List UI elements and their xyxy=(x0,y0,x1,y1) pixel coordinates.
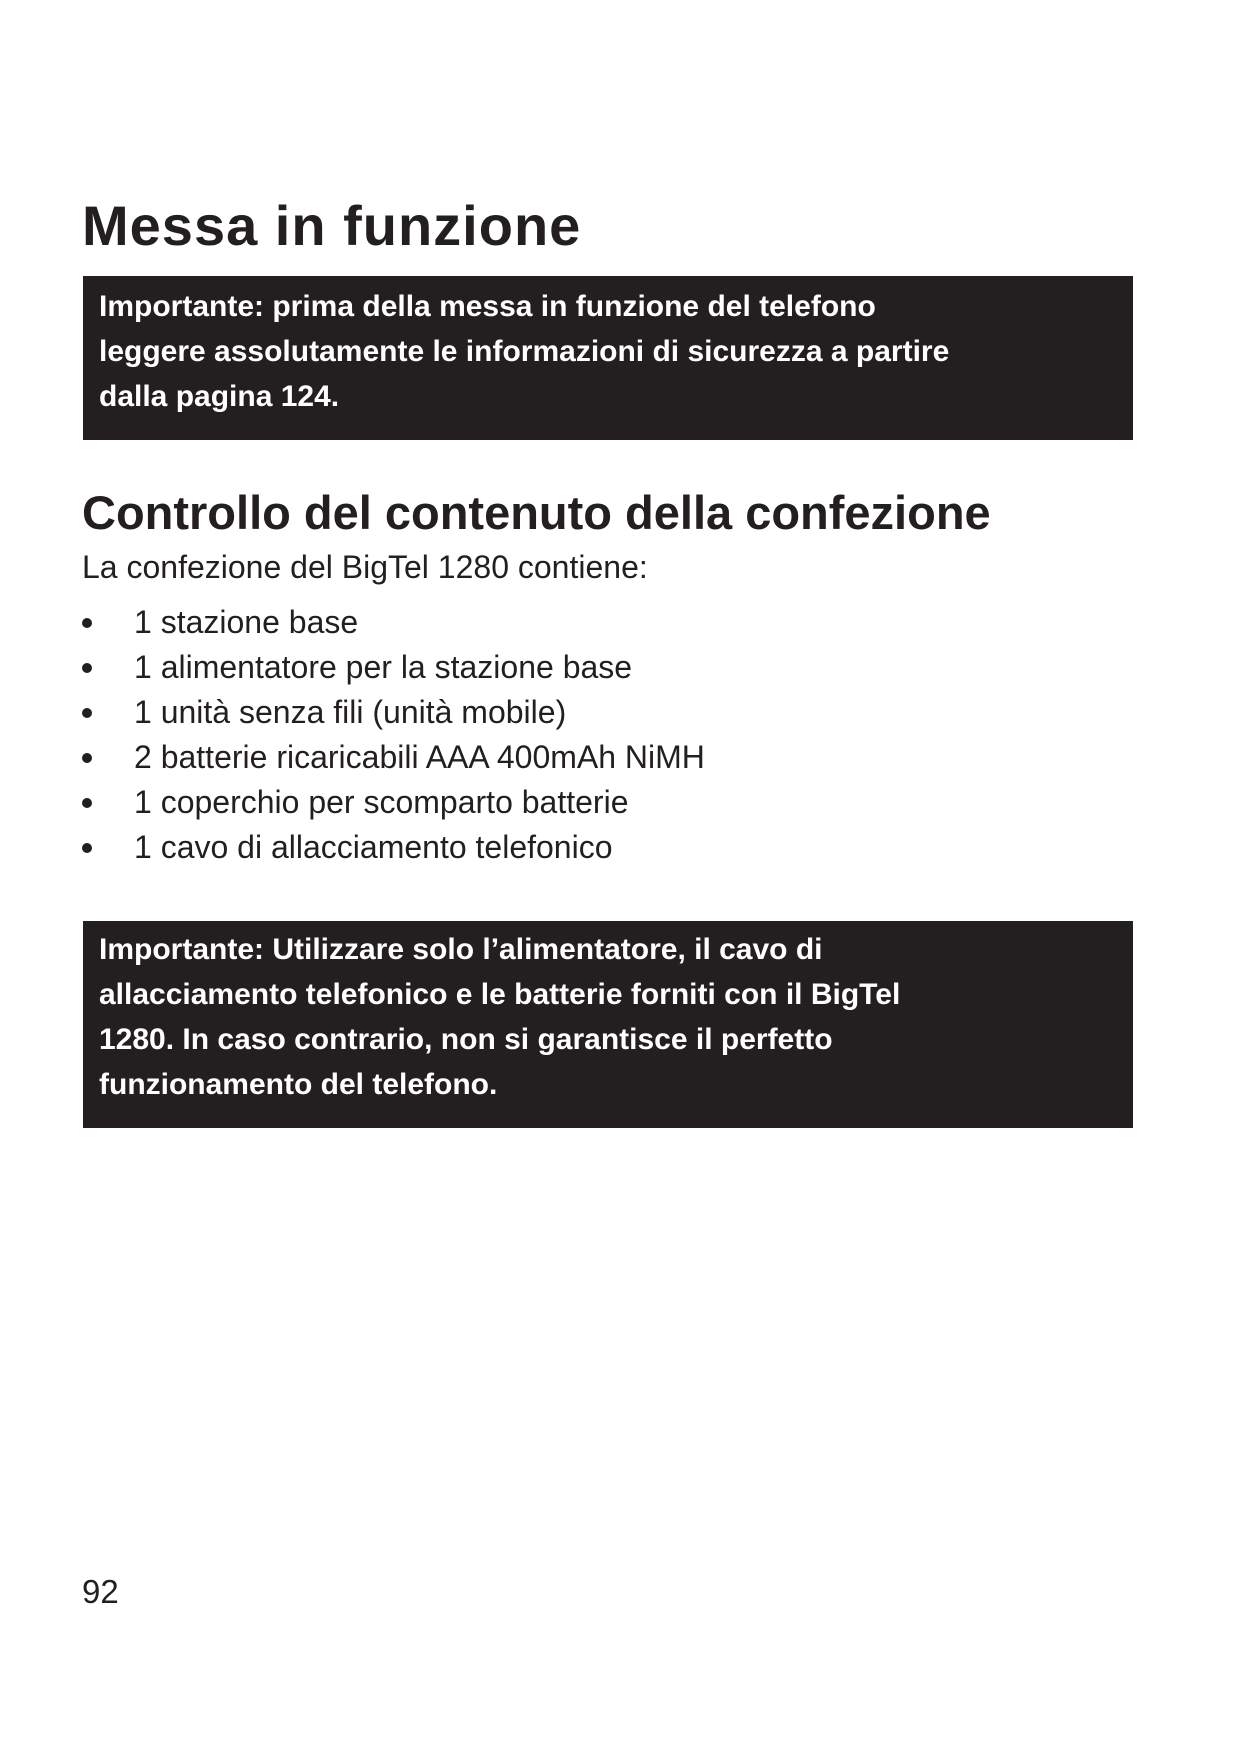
bullet-icon xyxy=(82,798,92,808)
accessories-notice xyxy=(83,921,1133,1128)
section-intro: La confezione del BigTel 1280 contiene: xyxy=(82,549,648,585)
bullet-icon xyxy=(82,663,92,673)
bullet-icon xyxy=(82,708,92,718)
bullet-icon xyxy=(82,753,92,763)
notice-line: allacciamento telefonico e le batterie forniti con il BigTel xyxy=(99,978,901,1011)
safety-notice xyxy=(83,276,1133,440)
notice-line: funzionamento del telefono. xyxy=(99,1068,498,1101)
list-item-text: 1 alimentatore per la stazione base xyxy=(134,649,633,685)
list-item-text: 1 coperchio per scomparto batterie xyxy=(134,784,629,820)
notice-line: Importante: Utilizzare solo l’alimentatore, il cavo di xyxy=(99,933,823,966)
list-item-text: 1 stazione base xyxy=(134,604,359,640)
notice-line: 1280. In caso contrario, non si garantisce il perfetto xyxy=(99,1023,833,1056)
notice-line: Importante: prima della messa in funzione del telefono xyxy=(99,290,876,323)
bullet-icon xyxy=(82,843,92,853)
list-item-text: 2 batterie ricaricabili AAA 400mAh NiMH xyxy=(134,739,705,775)
list-item-text: 1 cavo di allacciamento telefonico xyxy=(134,829,613,865)
section-title: Controllo del contenuto della confezione xyxy=(82,486,991,539)
list-item-text: 1 unità senza fili (unità mobile) xyxy=(134,694,567,730)
bullet-icon xyxy=(82,618,92,628)
page-number: 92 xyxy=(82,1573,119,1610)
notice-line: leggere assolutamente le informazioni di sicurezza a partire xyxy=(99,335,950,368)
notice-line: dalla pagina 124. xyxy=(99,380,340,413)
page-title: Messa in funzione xyxy=(82,194,582,257)
